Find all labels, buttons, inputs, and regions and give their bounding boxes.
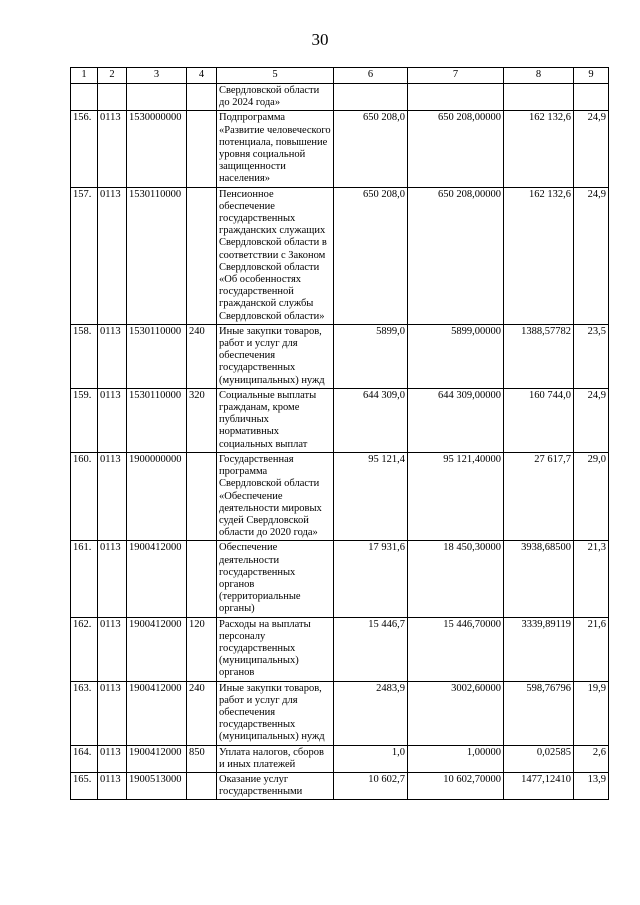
target-code: 1900000000 (127, 452, 187, 540)
adjusted-amount: 650 208,00000 (408, 187, 504, 324)
column-header-8: 8 (504, 68, 574, 84)
target-code: 1900412000 (127, 681, 187, 745)
row-number: 158. (71, 324, 98, 388)
expense-type (187, 84, 217, 111)
planned-amount: 2483,9 (334, 681, 408, 745)
budget-table (70, 67, 609, 800)
table-row (71, 745, 609, 772)
execution-percent: 21,6 (574, 617, 609, 681)
column-header-7: 7 (408, 68, 504, 84)
expense-type: 240 (187, 324, 217, 388)
column-header-1: 1 (71, 68, 98, 84)
column-header-5: 5 (217, 68, 334, 84)
item-name: Обеспечение деятельности государственных органов (территориальные органы) (217, 541, 334, 617)
execution-percent (574, 84, 609, 111)
section-code: 0113 (98, 111, 127, 187)
executed-amount: 27 617,7 (504, 452, 574, 540)
section-code (98, 84, 127, 111)
adjusted-amount: 18 450,30000 (408, 541, 504, 617)
execution-percent: 24,9 (574, 187, 609, 324)
expense-type: 850 (187, 745, 217, 772)
table-row (71, 388, 609, 452)
item-name: Уплата налогов, сборов и иных платежей (217, 745, 334, 772)
planned-amount: 95 121,4 (334, 452, 408, 540)
executed-amount: 3938,68500 (504, 541, 574, 617)
item-name: Подпрограмма «Развитие человеческого потенциала, повышение уровня социальной защищенности населения» (217, 111, 334, 187)
executed-amount: 1388,57782 (504, 324, 574, 388)
adjusted-amount (408, 84, 504, 111)
target-code: 1900412000 (127, 617, 187, 681)
adjusted-amount: 15 446,70000 (408, 617, 504, 681)
row-number: 162. (71, 617, 98, 681)
target-code: 1530110000 (127, 187, 187, 324)
execution-percent: 2,6 (574, 745, 609, 772)
planned-amount: 1,0 (334, 745, 408, 772)
planned-amount: 644 309,0 (334, 388, 408, 452)
target-code: 1530110000 (127, 324, 187, 388)
adjusted-amount: 5899,00000 (408, 324, 504, 388)
execution-percent: 21,3 (574, 541, 609, 617)
executed-amount: 1477,12410 (504, 772, 574, 799)
target-code: 1530000000 (127, 111, 187, 187)
section-code: 0113 (98, 388, 127, 452)
adjusted-amount: 650 208,00000 (408, 111, 504, 187)
section-code: 0113 (98, 187, 127, 324)
item-name: Пенсионное обеспечение государственных гражданских служащих Свердловской области в соответствии с Законом Свердловской области «Об особенностях государственной гражданской службы Свердловской области» (217, 187, 334, 324)
adjusted-amount: 3002,60000 (408, 681, 504, 745)
section-code: 0113 (98, 772, 127, 799)
table-row (71, 541, 609, 617)
table-row (71, 187, 609, 324)
row-number: 165. (71, 772, 98, 799)
column-header-3: 3 (127, 68, 187, 84)
row-number: 159. (71, 388, 98, 452)
target-code: 1900513000 (127, 772, 187, 799)
adjusted-amount: 644 309,00000 (408, 388, 504, 452)
table-row (71, 452, 609, 540)
executed-amount: 162 132,6 (504, 187, 574, 324)
section-code: 0113 (98, 452, 127, 540)
section-code: 0113 (98, 617, 127, 681)
table-body (71, 84, 609, 800)
section-code: 0113 (98, 745, 127, 772)
column-header-6: 6 (334, 68, 408, 84)
row-number: 157. (71, 187, 98, 324)
execution-percent: 19,9 (574, 681, 609, 745)
expense-type: 320 (187, 388, 217, 452)
expense-type: 120 (187, 617, 217, 681)
adjusted-amount: 10 602,70000 (408, 772, 504, 799)
planned-amount: 650 208,0 (334, 187, 408, 324)
expense-type (187, 187, 217, 324)
expense-type: 240 (187, 681, 217, 745)
expense-type (187, 772, 217, 799)
table-row (71, 681, 609, 745)
row-number: 161. (71, 541, 98, 617)
execution-percent: 24,9 (574, 388, 609, 452)
table-row (71, 324, 609, 388)
target-code (127, 84, 187, 111)
adjusted-amount: 95 121,40000 (408, 452, 504, 540)
executed-amount: 160 744,0 (504, 388, 574, 452)
column-header-2: 2 (98, 68, 127, 84)
execution-percent: 13,9 (574, 772, 609, 799)
row-number: 163. (71, 681, 98, 745)
item-name: Социальные выплаты гражданам, кроме публичных нормативных социальных выплат (217, 388, 334, 452)
planned-amount: 650 208,0 (334, 111, 408, 187)
adjusted-amount: 1,00000 (408, 745, 504, 772)
section-code: 0113 (98, 681, 127, 745)
page-number: 30 (311, 30, 329, 49)
target-code: 1900412000 (127, 745, 187, 772)
item-name: Государственная программа Свердловской области «Обеспечение деятельности мировых судей Свердловской области до 2020 года» (217, 452, 334, 540)
column-header-9: 9 (574, 68, 609, 84)
header-row (71, 68, 609, 84)
table-row (71, 617, 609, 681)
execution-percent: 29,0 (574, 452, 609, 540)
table-row (71, 84, 609, 111)
item-name: Свердловской области до 2024 года» (217, 84, 334, 111)
row-number: 164. (71, 745, 98, 772)
execution-percent: 23,5 (574, 324, 609, 388)
execution-percent: 24,9 (574, 111, 609, 187)
item-name: Оказание услуг государственными (217, 772, 334, 799)
item-name: Расходы на выплаты персоналу государственных (муниципальных) органов (217, 617, 334, 681)
executed-amount (504, 84, 574, 111)
planned-amount: 15 446,7 (334, 617, 408, 681)
planned-amount (334, 84, 408, 111)
section-code: 0113 (98, 324, 127, 388)
item-name: Иные закупки товаров, работ и услуг для обеспечения государственных (муниципальных) нужд (217, 681, 334, 745)
column-header-4: 4 (187, 68, 217, 84)
executed-amount: 3339,89119 (504, 617, 574, 681)
planned-amount: 17 931,6 (334, 541, 408, 617)
item-name: Иные закупки товаров, работ и услуг для обеспечения государственных (муниципальных) нужд (217, 324, 334, 388)
planned-amount: 10 602,7 (334, 772, 408, 799)
table-row (71, 111, 609, 187)
table-row (71, 772, 609, 799)
executed-amount: 162 132,6 (504, 111, 574, 187)
target-code: 1530110000 (127, 388, 187, 452)
target-code: 1900412000 (127, 541, 187, 617)
planned-amount: 5899,0 (334, 324, 408, 388)
row-number: 156. (71, 111, 98, 187)
section-code: 0113 (98, 541, 127, 617)
executed-amount: 598,76796 (504, 681, 574, 745)
row-number: 160. (71, 452, 98, 540)
expense-type (187, 452, 217, 540)
expense-type (187, 541, 217, 617)
executed-amount: 0,02585 (504, 745, 574, 772)
row-number (71, 84, 98, 111)
expense-type (187, 111, 217, 187)
